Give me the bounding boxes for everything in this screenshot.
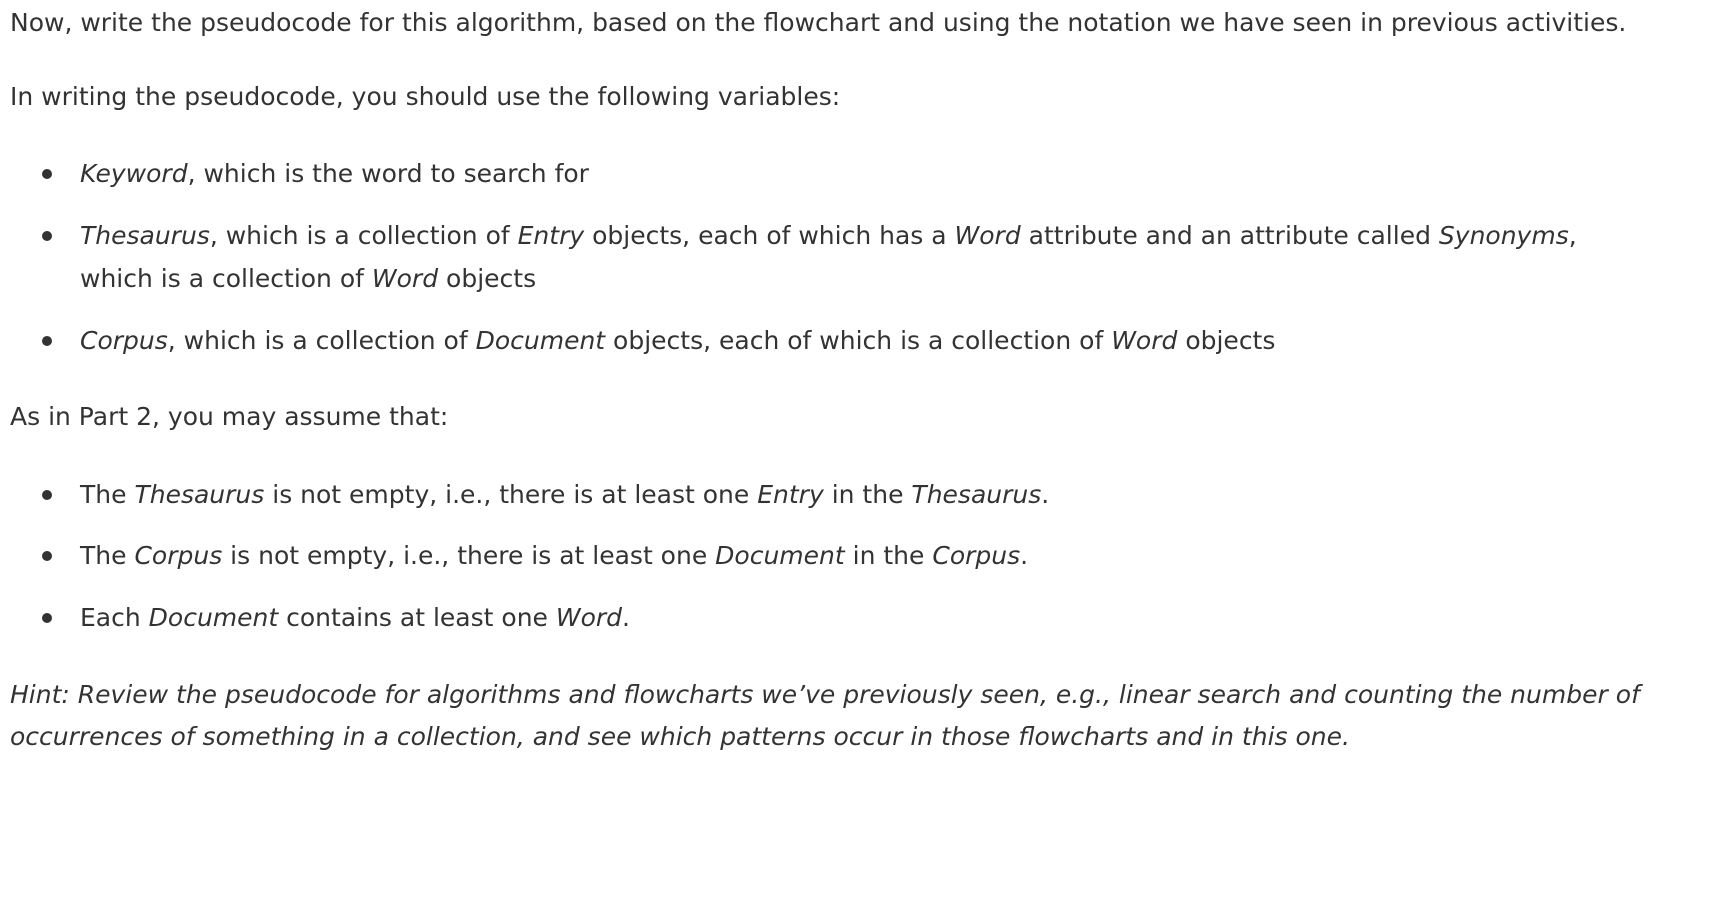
emphasized-term: Word <box>954 221 1021 250</box>
assumptions-intro-paragraph: As in Part 2, you may assume that: <box>10 402 449 431</box>
bullet-icon <box>42 613 52 623</box>
emphasized-term: Keyword <box>80 159 188 188</box>
text-segment: . <box>622 603 630 632</box>
text-segment: is not empty, i.e., there is at least one <box>264 480 758 509</box>
text-segment: in the <box>823 480 912 509</box>
bullet-icon <box>42 490 52 500</box>
text-segment: . <box>1020 541 1029 570</box>
text-segment: objects <box>438 264 537 293</box>
emphasized-term: Entry <box>517 221 585 250</box>
text-segment: The <box>80 480 135 509</box>
text-segment: The <box>80 541 135 570</box>
emphasized-term: Corpus <box>134 541 223 570</box>
hint-paragraph: Hint: Review the pseudocode for algorithms and flowcharts we’ve previously seen, e.g., linear search and counting the number of occurrences of something in a collection, and see which patterns occur in those flowcharts and in this one. <box>10 680 1640 751</box>
bullet-icon <box>42 169 52 179</box>
text-segment: attribute and an attribute called <box>1020 221 1439 250</box>
assumption-item-text <box>80 471 1049 519</box>
emphasized-term: Word <box>1111 326 1178 355</box>
assumption-item-text <box>80 594 630 642</box>
text-segment: in the <box>844 541 933 570</box>
emphasized-term: Synonyms <box>1438 221 1569 250</box>
emphasized-term: Thesaurus <box>80 221 210 250</box>
bullet-icon <box>42 336 52 346</box>
text-segment: objects, each of which has a <box>584 221 955 250</box>
text-segment: , which is a collection of <box>80 221 1577 293</box>
bullet-icon <box>42 551 52 561</box>
text-segment: Each <box>80 603 149 632</box>
emphasized-term: Word <box>555 603 623 632</box>
bullet-icon <box>42 231 52 241</box>
text-segment: objects <box>1177 326 1276 355</box>
variable-item-text <box>80 150 589 198</box>
emphasized-term: Entry <box>757 480 824 509</box>
emphasized-term: Corpus <box>80 326 168 355</box>
text-segment: contains at least one <box>278 603 556 632</box>
text-segment: , which is the word to search for <box>187 159 589 188</box>
variables-intro-paragraph: In writing the pseudocode, you should use the following variables: <box>10 82 841 111</box>
emphasized-term: Thesaurus <box>134 480 265 509</box>
emphasized-term: Document <box>475 326 606 355</box>
emphasized-term: Thesaurus <box>911 480 1042 509</box>
text-segment: . <box>1041 480 1050 509</box>
text-segment: objects, each of which is a collection of <box>605 326 1112 355</box>
emphasized-term: Word <box>371 264 439 293</box>
variable-item-text <box>80 317 1275 365</box>
emphasized-term: Document <box>148 603 279 632</box>
assumption-item-text <box>80 532 1028 580</box>
variable-item-text <box>80 214 1640 300</box>
text-segment: , which is a collection of <box>167 326 476 355</box>
text-segment: , which is a collection of <box>209 221 518 250</box>
instruction-paragraph: Now, write the pseudocode for this algorithm, based on the flowchart and using the notation we have seen in previous activities. <box>10 8 1627 37</box>
emphasized-term: Corpus <box>932 541 1021 570</box>
emphasized-term: Document <box>715 541 845 570</box>
text-segment: is not empty, i.e., there is at least one <box>222 541 716 570</box>
